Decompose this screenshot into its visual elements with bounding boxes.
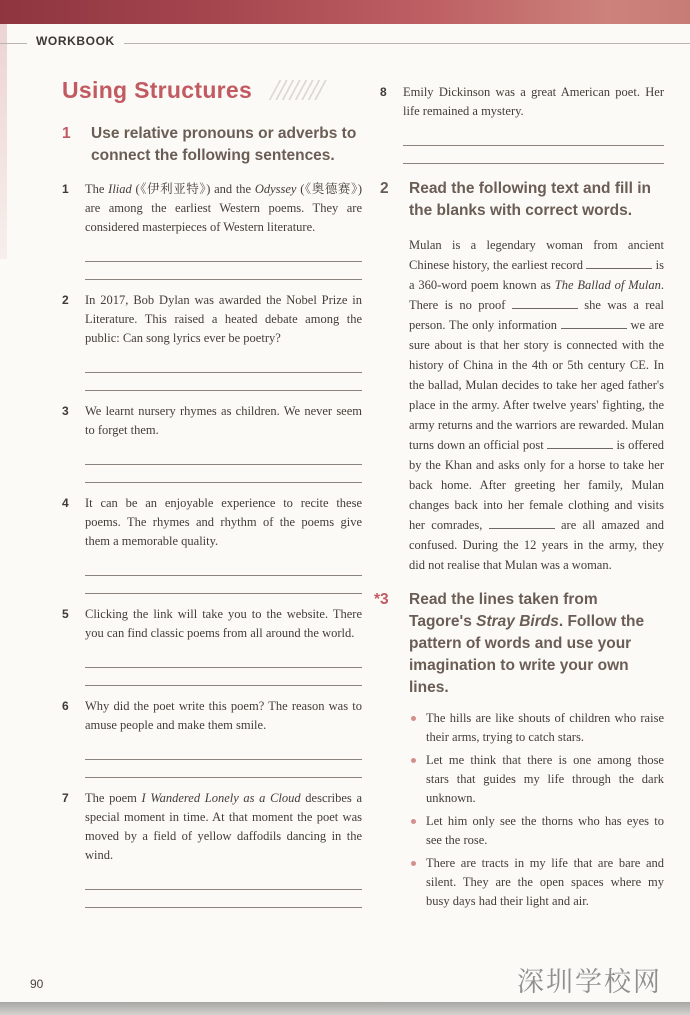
top-red-bar: [0, 0, 690, 24]
exercise3-title: Read the lines taken from Tagore's Stray Birds. Follow the pattern of words and use your imagination to write your own lines.: [409, 591, 645, 696]
exercise3-number: *3: [374, 591, 389, 608]
answer-line: [403, 128, 664, 146]
fill-in-blank: [489, 517, 555, 529]
bullet-text: Let me think that there is one among those stars that guides my life through the dark unknown.: [426, 753, 664, 805]
tagore-lines-list: [404, 709, 664, 911]
exercise1-item-5: [62, 605, 362, 688]
exercise1-item-3: [62, 402, 362, 485]
exercise1-item-8: [380, 83, 664, 166]
answer-lines: [85, 742, 362, 778]
answer-line: [85, 872, 362, 890]
bullet-dot-icon: [411, 861, 416, 866]
item-text: Why did the poet write this poem? The reason was to amuse people and make them smile.: [85, 699, 362, 732]
fill-in-blank: [586, 257, 652, 269]
exercise1-item-1: [62, 180, 362, 282]
list-item: [409, 854, 664, 911]
item-number: 7: [62, 791, 69, 805]
answer-lines: [85, 355, 362, 391]
item-number: 4: [62, 496, 69, 510]
answer-lines: [85, 650, 362, 686]
exercise1-heading: [62, 123, 362, 167]
exercise1-title: Use relative pronouns or adverbs to connect the following sentences.: [91, 125, 357, 164]
list-item: [409, 709, 664, 747]
left-column: [62, 69, 362, 919]
bullet-text: Let him only see the thorns who has eyes to see the rose.: [426, 814, 664, 847]
left-edge-tint: [0, 24, 7, 259]
workbook-label: WORKBOOK: [27, 34, 124, 48]
exercise2-heading: [380, 178, 664, 222]
item-text: We learnt nursery rhymes as children. We never seem to forget them.: [85, 404, 362, 437]
bullet-dot-icon: [411, 716, 416, 721]
answer-line: [403, 146, 664, 164]
answer-line: [85, 447, 362, 465]
page-number: 90: [30, 977, 44, 991]
exercise1-number: 1: [62, 125, 71, 142]
answer-line: [85, 760, 362, 778]
section-title-row: [62, 75, 362, 105]
item-text: Emily Dickinson was a great American poet. Her life remained a mystery.: [403, 85, 664, 118]
fill-in-blank: [561, 317, 627, 329]
item-number: 6: [62, 699, 69, 713]
answer-line: [85, 742, 362, 760]
fill-in-blank: [547, 437, 613, 449]
answer-lines: [85, 872, 362, 908]
exercise1-item-4: [62, 494, 362, 596]
answer-line: [85, 668, 362, 686]
watermark-text: 深圳学校网: [517, 967, 662, 997]
list-item: [409, 812, 664, 850]
item-number: 2: [62, 293, 69, 307]
exercise1-item-7: [62, 789, 362, 910]
item-text: The Iliad (《伊利亚特》) and the Odyssey (《奥德赛》) are among the earliest Western poems. They are considered masterpieces of Western literature.: [85, 182, 363, 234]
bullet-text: The hills are like shouts of children who raise their arms, trying to catch stars.: [426, 711, 664, 744]
answer-line: [85, 890, 362, 908]
item-number: 5: [62, 607, 69, 621]
item-number: 8: [380, 85, 387, 99]
answer-line: [85, 465, 362, 483]
item-text: The poem I Wandered Lonely as a Cloud describes a special moment in time. At that moment the poet was moved by a field of yellow daffodils dancing in the wind.: [85, 791, 362, 862]
exercise1-item-6: [62, 697, 362, 780]
answer-lines: [85, 558, 362, 594]
item-text: Clicking the link will take you to the website. There you can find classic poems from all around the world.: [85, 607, 362, 640]
exercise3-heading: [374, 589, 664, 699]
item-number: 3: [62, 404, 69, 418]
answer-line: [85, 650, 362, 668]
section-title: Using Structures: [62, 76, 253, 103]
list-item: [409, 751, 664, 808]
bullet-dot-icon: [411, 819, 416, 824]
item-text: It can be an enjoyable experience to recite these poems. The rhymes and rhythm of the poems give them a memorable quality.: [85, 496, 362, 548]
answer-lines: [403, 128, 664, 164]
answer-line: [85, 373, 362, 391]
answer-line: [85, 262, 362, 280]
bullet-dot-icon: [411, 758, 416, 763]
answer-lines: [85, 447, 362, 483]
answer-line: [85, 355, 362, 373]
answer-line: [85, 558, 362, 576]
answer-line: [85, 576, 362, 594]
exercise1-item-2: [62, 291, 362, 393]
bullet-text: There are tracts in my life that are bare and silent. They are the open spaces where my busy days had their light and air.: [426, 856, 664, 908]
exercise2-title: Read the following text and fill in the blanks with correct words.: [409, 180, 651, 219]
mulan-fill-in-text: Mulan is a legendary woman from ancient Chinese history, the earliest record is a 360-word poem known as The Ballad of Mulan. There is no proof she was a real person. The only information we are sure about is that her story is connected with the history of China in the 4th or 5th century CE. In the ballad, Mulan decides to take her aged father's place in the army. After twelve years' fighting, the army returns and the warriors are rewarded. Mulan turns down an official post is offered by the Khan and asks only for a horse to take her back home. After greeting her family, Mulan changes back into her female clothing and visits her comrades, are all amazed and confused. During the 12 years in the army, they did not realise that Mulan was a woman.: [409, 238, 665, 572]
exercise2-number: 2: [380, 180, 389, 197]
item-number: 1: [62, 182, 69, 196]
answer-line: [85, 244, 362, 262]
right-column: [374, 69, 665, 919]
scan-bottom-edge: [0, 1002, 690, 1015]
page-header: [0, 31, 690, 57]
item-text: In 2017, Bob Dylan was awarded the Nobel Prize in Literature. This raised a heated debate among the public: Can song lyrics ever be poetry?: [85, 293, 362, 345]
stripes-decoration-icon: [269, 80, 332, 100]
answer-lines: [85, 244, 362, 280]
two-column-layout: [0, 57, 690, 919]
fill-in-blank: [512, 297, 578, 309]
